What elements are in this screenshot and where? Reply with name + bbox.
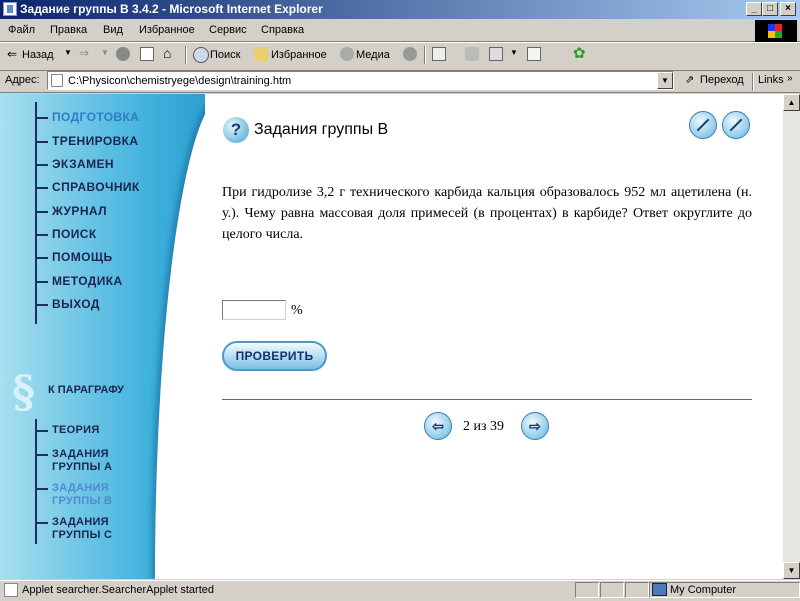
nav-dash [37,187,48,189]
paragraph-icon: § [12,367,36,418]
menu-help[interactable]: Справка [261,24,305,36]
nav-dash [37,430,48,432]
sidebar-item-trenirovka[interactable]: ТРЕНИРОВКА [52,134,139,148]
paragraph-link[interactable]: К ПАРАГРАФУ [48,384,125,396]
go-arrow-icon: ⇗ [685,74,695,86]
back-arrow-icon: ⇐ [7,47,18,61]
nav-dash [37,454,48,456]
status-page-icon [4,583,18,597]
help-icon[interactable]: ? [223,117,249,143]
subitem-line: ЗАДАНИЯ [52,448,109,460]
sound-off-icon[interactable] [689,111,717,139]
sidebar-item-spravochnik[interactable]: СПРАВОЧНИК [52,180,140,194]
nav-dash [37,164,48,166]
sidebar-item-zhurnal[interactable]: ЖУРНАЛ [52,204,107,218]
toolbar-separator [424,46,426,64]
address-label: Адрес: [5,74,40,86]
zone-text: My Computer [670,584,737,596]
sidebar-item-ekzamen[interactable]: ЭКЗАМЕН [52,157,114,171]
stop-icon[interactable] [116,47,130,61]
favorites-button[interactable]: Избранное [271,49,327,61]
window-title: Задание группы В 3.4.2 - Microsoft Internet Explorer [20,2,323,16]
edit-icon[interactable] [489,47,503,61]
sidebar-rail [35,102,37,324]
links-button[interactable]: Links [758,74,784,86]
sidebar-subitem-teoriya[interactable] [52,424,100,437]
sidebar-item-podgotovka[interactable]: ПОДГОТОВКА [52,110,140,124]
address-input[interactable] [47,71,674,90]
subitem-line: ЗАДАНИЯ [52,516,109,528]
edit-dropdown-icon[interactable]: ▼ [510,48,518,57]
go-button[interactable]: Переход [700,74,744,86]
menu-favorites[interactable]: Избранное [139,24,195,36]
sidebar-subitem-zadaniya-v[interactable] [52,482,112,508]
mute-icon[interactable] [722,111,750,139]
sidebar [0,94,205,579]
favorites-icon [254,47,268,61]
nav-dash [37,257,48,259]
next-arrow-icon[interactable]: ⇨ [521,412,549,440]
task-text: При гидролизе 3,2 г технического карбида кальция образовалось 952 мл ацетилена (н. у.). Чему равна массовая доля примесей (в процентах) в карбиде? Ответ округлите до целого числа. [222,185,752,242]
nav-dash [37,488,48,490]
subitem-line: ГРУППЫ А [52,461,113,473]
icq-flower-icon[interactable]: ✿ [573,45,586,62]
scroll-up-icon[interactable]: ▲ [783,94,800,111]
page-icon [51,74,63,87]
windows-logo-icon [755,20,797,42]
minimize-button[interactable]: _ [746,2,762,16]
page-counter: 2 из 39 [463,419,505,434]
menu-view[interactable]: Вид [103,24,123,36]
nav-dash [37,304,48,306]
window-title-bar[interactable] [0,0,800,19]
menu-edit[interactable]: Правка [50,24,88,36]
vertical-scrollbar[interactable] [783,94,800,579]
sidebar-item-pomosch[interactable]: ПОМОЩЬ [52,250,113,264]
nav-dash [37,234,48,236]
nav-dash [37,211,48,213]
page-title: Задания группы В [254,121,389,138]
search-icon [193,47,209,63]
menu-bar [0,19,800,42]
status-panel [575,582,599,598]
back-button[interactable]: Назад [22,49,54,61]
nav-dash [37,281,48,283]
discuss-icon[interactable] [527,47,541,61]
subitem-line: ГРУППЫ С [52,529,113,541]
toolbar-separator [185,46,187,64]
refresh-icon[interactable] [140,47,154,61]
status-panel [625,582,649,598]
history-icon[interactable] [403,47,417,61]
media-icon [340,47,354,61]
address-value[interactable]: C:\Physicon\chemistryege\design\training.htm [68,75,292,87]
forward-button[interactable]: ⇒ [79,46,90,60]
scroll-down-icon[interactable]: ▼ [783,562,800,579]
sidebar-item-vyhod[interactable]: ВЫХОД [52,297,100,311]
menu-tools[interactable]: Сервис [209,24,247,36]
page-content [0,94,783,579]
toolbar-separator [752,73,754,91]
address-dropdown-icon[interactable]: ▼ [657,72,673,89]
nav-dash [37,141,48,143]
chevron-right-icon[interactable]: » [787,73,793,84]
close-button[interactable]: × [780,2,796,16]
maximize-button[interactable]: □ [762,2,778,16]
sidebar-item-poisk[interactable]: ПОИСК [52,227,97,241]
subitem-line: ТЕОРИЯ [52,424,100,436]
nav-dash [37,117,48,119]
sidebar-subitem-zadaniya-c[interactable] [52,516,112,542]
mail-icon[interactable] [432,47,446,61]
ie-page-icon [3,2,17,16]
sidebar-item-metodika[interactable]: МЕТОДИКА [52,274,123,288]
back-dropdown-icon[interactable]: ▼ [64,48,72,57]
forward-dropdown-icon[interactable]: ▼ [101,48,109,57]
answer-input[interactable] [222,300,286,320]
subitem-line: ЗАДАНИЯ [52,482,109,494]
unit-label: % [291,303,303,318]
media-button[interactable]: Медиа [356,49,390,61]
home-icon[interactable]: ⌂ [163,45,172,61]
sidebar-subitem-zadaniya-a[interactable] [52,448,112,474]
menu-file[interactable]: Файл [8,24,36,36]
sidebar-sub-rail [35,419,37,544]
search-button[interactable]: Поиск [210,49,241,61]
status-panel [600,582,624,598]
nav-dash [37,522,48,524]
my-computer-icon [652,583,667,596]
check-button[interactable]: ПРОВЕРИТЬ [222,341,327,371]
prev-arrow-icon[interactable]: ⇦ [424,412,452,440]
status-text: Applet searcher.SearcherApplet started [22,584,215,596]
subitem-line: ГРУППЫ В [52,495,113,507]
print-icon[interactable] [465,47,479,61]
divider [222,399,752,400]
